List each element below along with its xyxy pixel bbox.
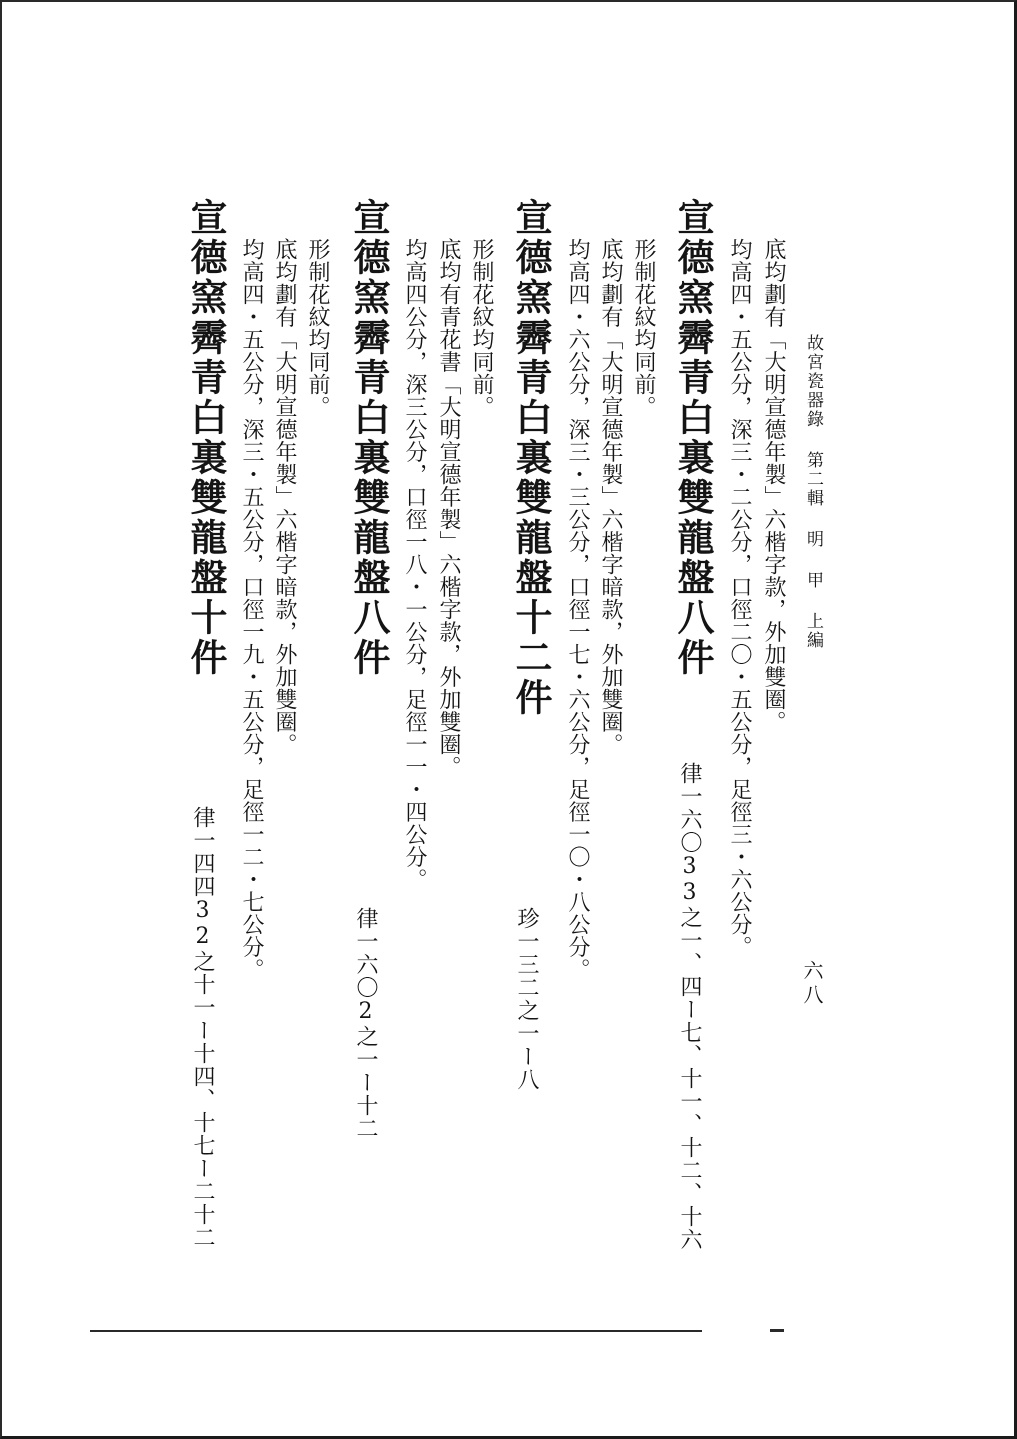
bottom-rule	[90, 1330, 702, 1332]
entry-line: 底均有青花書「大明宣德年製」六楷字款，外加雙圈。	[436, 238, 461, 778]
entry-line: 均高四公分，深三公分，口徑一八・一公分，足徑一一・四公分。	[402, 238, 427, 891]
prev-entry-catalog-ref: 律一六〇33之一、四ー七、十一、十二、十六	[677, 762, 702, 1251]
entry-line: 均高四・五公分，深三・五公分，口徑一九・五公分，足徑一二・七公分。	[239, 238, 264, 981]
entry-line: 形制花紋均同前。	[305, 238, 330, 418]
entry-catalog-ref: 律一六〇2之一ー十二	[353, 907, 378, 1140]
entry-line: 形制花紋均同前。	[469, 238, 494, 418]
running-header: 故宮瓷器錄 第二輯 明 甲 上編	[803, 334, 823, 650]
entry-title: 宣德窯霽青白裏雙龍盤十件	[184, 198, 228, 678]
entry-title: 宣德窯霽青白裏雙龍盤八件	[347, 198, 391, 678]
entry-line: 底均劃有「大明宣德年製」六楷字暗款，外加雙圈。	[272, 238, 297, 756]
entry-line: 底均劃有「大明宣德年製」六楷字暗款，外加雙圈。	[598, 238, 623, 756]
bottom-rule-mark	[770, 1329, 784, 1332]
entry-line: 均高四・六公分，深三・三公分，口徑一七・六公分，足徑一〇・八公分。	[565, 238, 590, 981]
page-number: 六八	[800, 960, 824, 1008]
prev-entry-mark-line: 底均劃有「大明宣德年製」六楷字款，外加雙圈。	[761, 238, 786, 733]
entry-title: 宣德窯霽青白裏雙龍盤八件	[671, 198, 715, 678]
entry-catalog-ref: 珍一三二之一ー八	[514, 907, 539, 1091]
entry-title: 宣德窯霽青白裏雙龍盤十二件	[509, 198, 553, 718]
prev-entry-measure-line: 均高四・五公分，深三・二公分，口徑二〇・五公分，足徑三・六公分。	[727, 238, 752, 958]
entry-line: 形制花紋均同前。	[631, 238, 656, 418]
entry-catalog-ref: 律一四四32之十一ー十四、十七ー二十二	[190, 806, 215, 1249]
